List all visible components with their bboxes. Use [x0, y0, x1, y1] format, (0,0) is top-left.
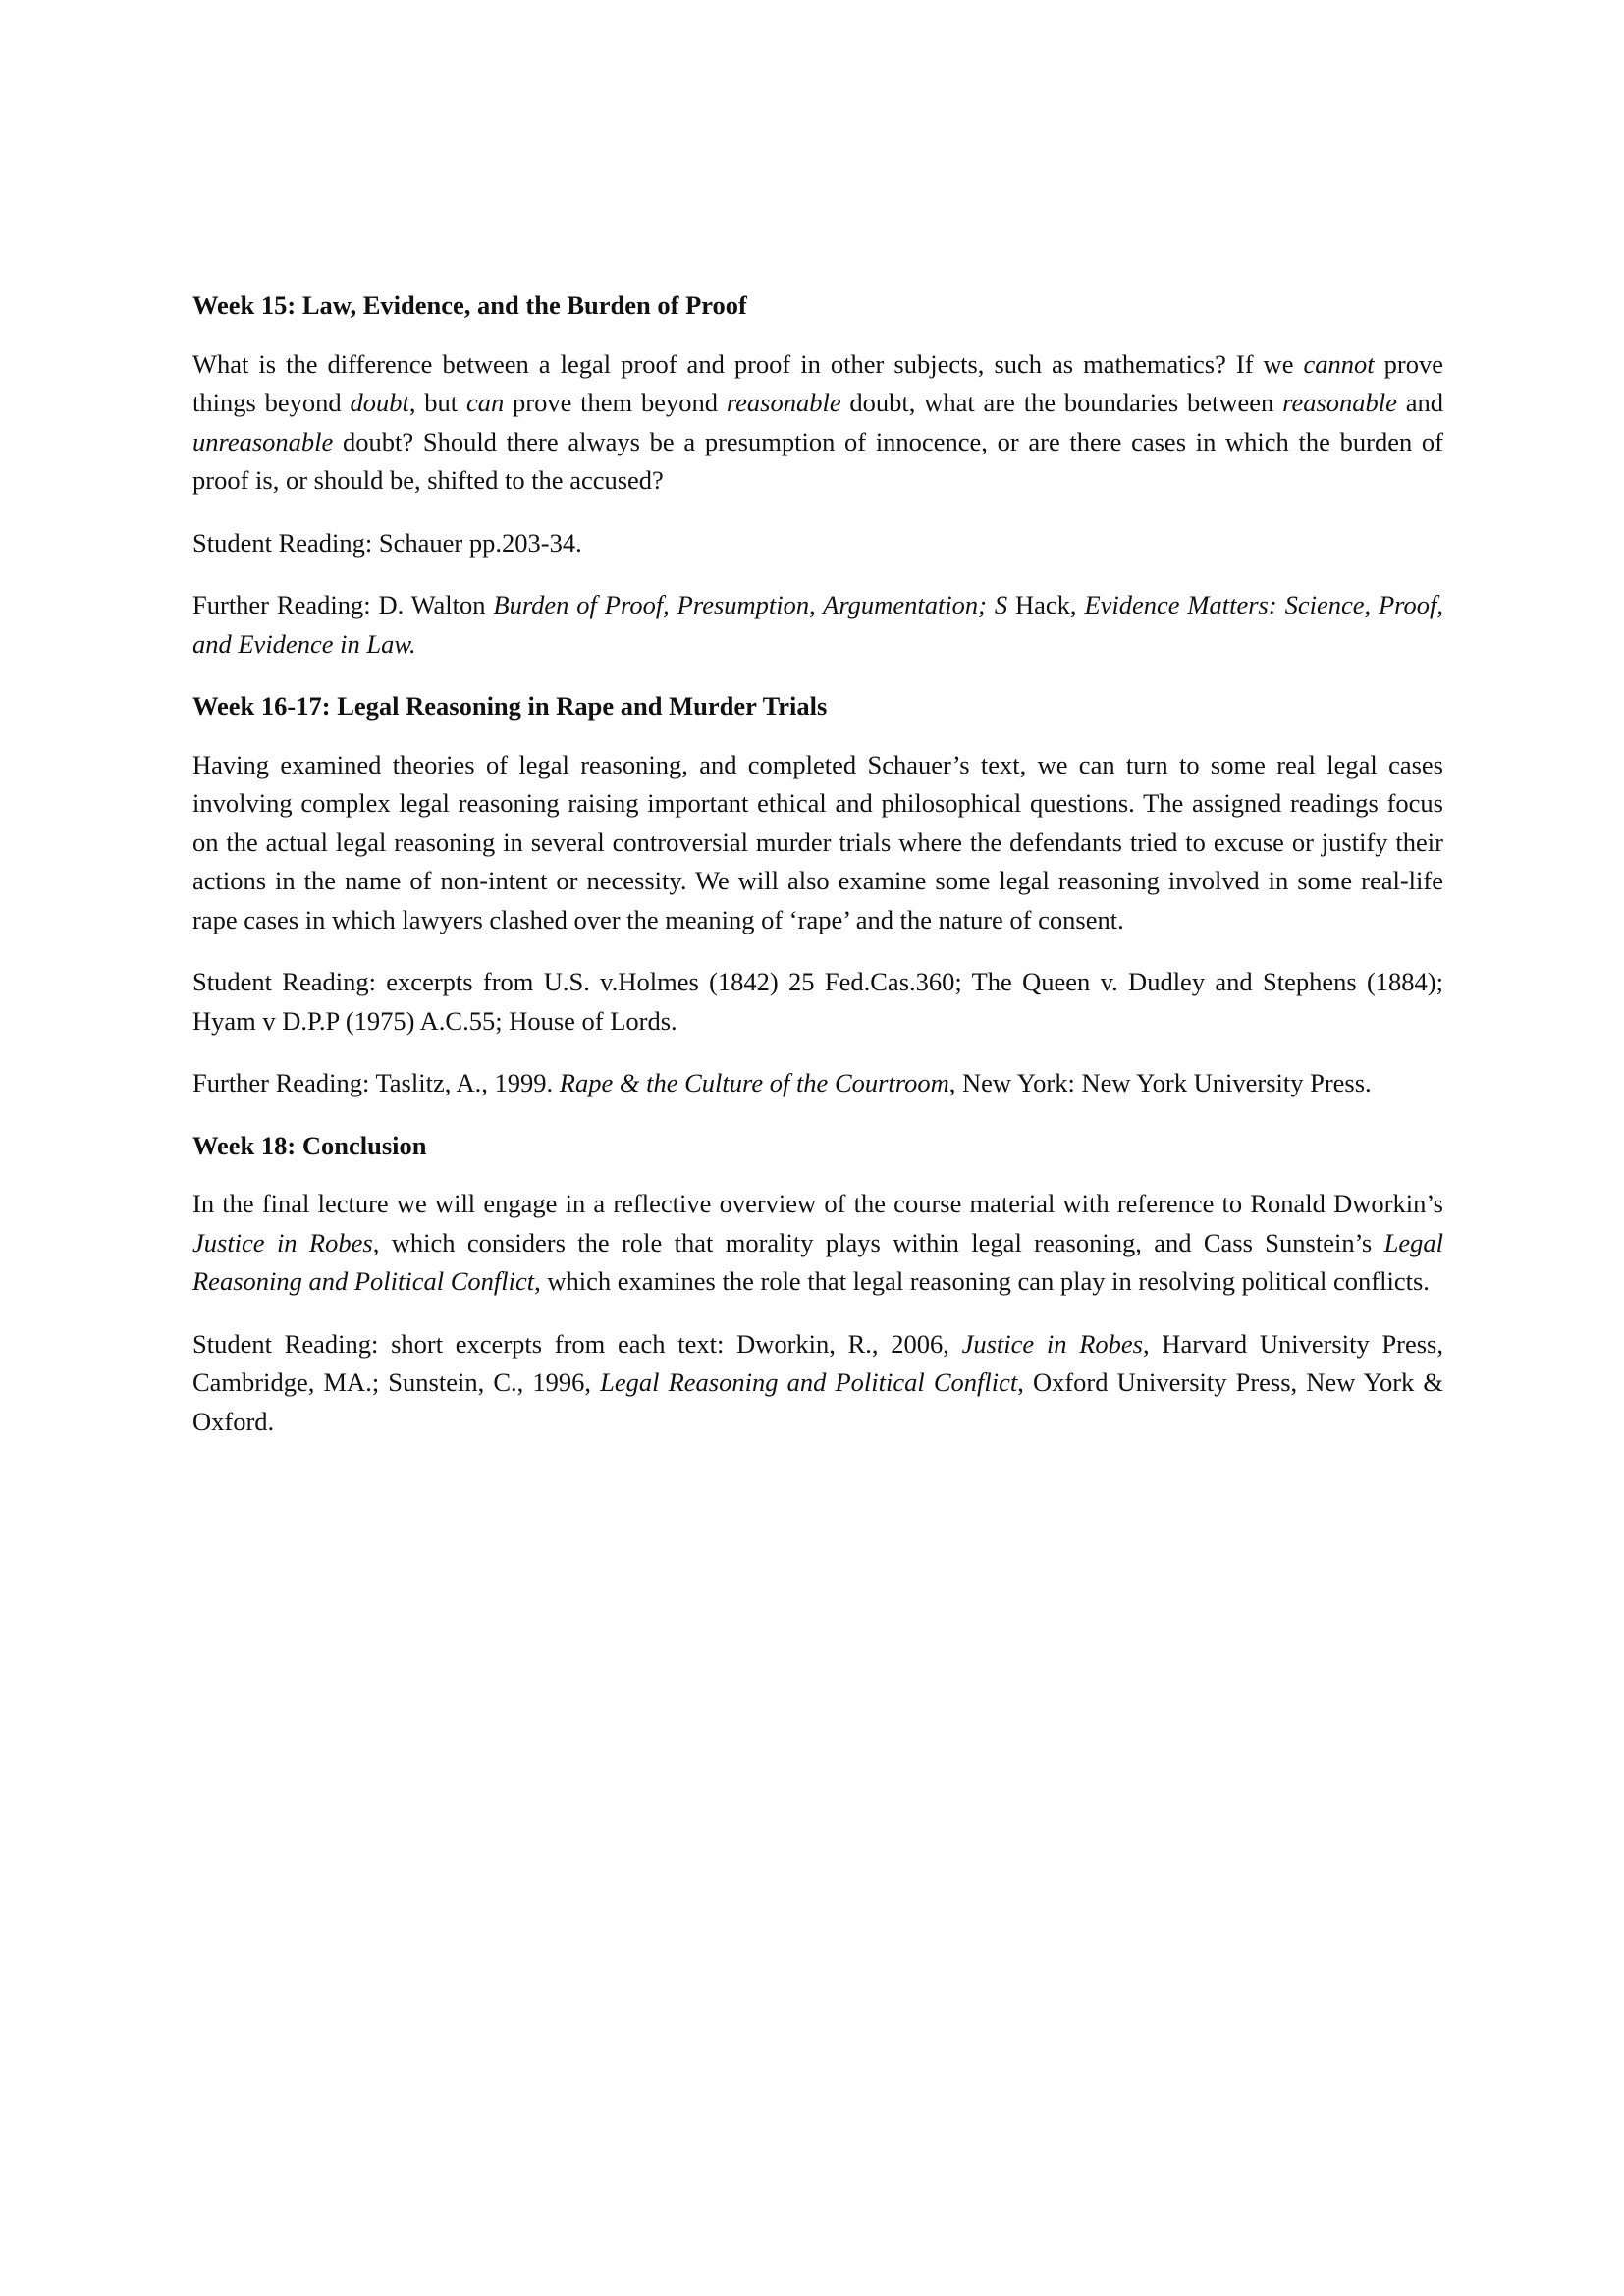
week-18-description: [192, 1185, 1443, 1302]
week-16-17-heading: Week 16-17: Legal Reasoning in Rape and Murder Trials: [192, 691, 828, 721]
week-16-17-section: [192, 687, 1443, 1103]
book-title: Justice in Robes: [961, 1328, 1143, 1359]
week-16-17-further-reading: [192, 1064, 1443, 1103]
emphasis-text: reasonable: [726, 388, 841, 417]
week-18-heading: Week 18: Conclusion: [192, 1130, 427, 1160]
text-run: prove things beyond: [192, 348, 1443, 417]
text-run: , New York: New York University Press.: [948, 1068, 1372, 1097]
week-18-student-reading: [192, 1325, 1443, 1442]
text-run: , Oxford University Press, New York & Oxford.: [192, 1367, 1443, 1436]
document-page: [192, 287, 1443, 1465]
book-title: Burden of Proof, Presumption, Argumentation; S: [493, 590, 1008, 619]
week-15-student-reading: Student Reading: Schauer pp.203-34.: [192, 527, 582, 558]
text-run: , which considers the role that morality plays within legal reasoning, and Cass Sunstein’s: [372, 1227, 1384, 1257]
emphasis-text: can: [465, 388, 505, 417]
week-15-further-reading: [192, 586, 1443, 664]
book-title: Rape & the Culture of the Courtroom: [559, 1068, 949, 1097]
text-run: What is the difference between a legal proof and proof in other subjects, such as mathematics? If we: [192, 348, 1304, 379]
text-run: Further Reading: Taslitz, A., 1999.: [192, 1068, 560, 1097]
text-run: , Harvard University Press, Cambridge, MA.; Sunstein, C., 1996,: [192, 1328, 1443, 1397]
text-run: prove them beyond: [504, 388, 727, 417]
text-run: and: [1396, 388, 1443, 417]
week-15-description: [192, 346, 1443, 501]
week-18-section: [192, 1127, 1443, 1442]
text-run: Further Reading: D. Walton: [192, 590, 494, 619]
text-run: doubt, what are the boundaries between: [840, 388, 1283, 417]
text-run: Student Reading: short excerpts from each text: Dworkin, R., 2006,: [192, 1328, 962, 1359]
emphasis-text: doubt: [350, 388, 409, 417]
text-run: , but: [408, 388, 466, 417]
text-run: In the final lecture we will engage in a reflective overview of the course material with reference to Ronald Dworkin’s: [192, 1189, 1443, 1218]
emphasis-text: unreasonable: [192, 426, 334, 456]
week-15-heading: Week 15: Law, Evidence, and the Burden of Proof: [192, 291, 747, 320]
emphasis-text: reasonable: [1282, 388, 1397, 417]
week-16-17-student-reading: Student Reading: excerpts from U.S. v.Holmes (1842) 25 Fed.Cas.360; The Queen v. Dudley and Stephens (1884); Hyam v D.P.P (1975) A.C.55; House of Lords.: [192, 967, 1443, 1036]
emphasis-text: cannot: [1303, 348, 1375, 379]
week-15-section: [192, 287, 1443, 664]
book-title: Legal Reasoning and Political Conflict: [600, 1367, 1018, 1397]
text-run: Hack,: [1007, 590, 1085, 619]
book-title: Evidence Matters: Science, Proof, and Evidence in Law.: [192, 590, 1444, 659]
week-16-17-description: Having examined theories of legal reasoning, and completed Schauer’s text, we can turn to some real legal cases involving complex legal reasoning raising important ethical and philosophical questions. The assigned readings focus on the actual legal reasoning in several controversial murder trials where the defendants tried to excuse or justify their actions in the name of non-intent or necessity. We will also examine some legal reasoning involved in some real-life rape cases in which lawyers clashed over the meaning of ‘rape’ and the nature of consent.: [192, 749, 1443, 934]
text-run: , which examines the role that legal reasoning can play in resolving political conflicts.: [534, 1266, 1430, 1296]
book-title: Legal Reasoning and Political Conflict: [192, 1227, 1443, 1296]
text-run: doubt? Should there always be a presumption of innocence, or are there cases in which the burden of proof is, or should be, shifted to the accused?: [192, 426, 1443, 495]
book-title: Justice in Robes: [192, 1227, 373, 1257]
